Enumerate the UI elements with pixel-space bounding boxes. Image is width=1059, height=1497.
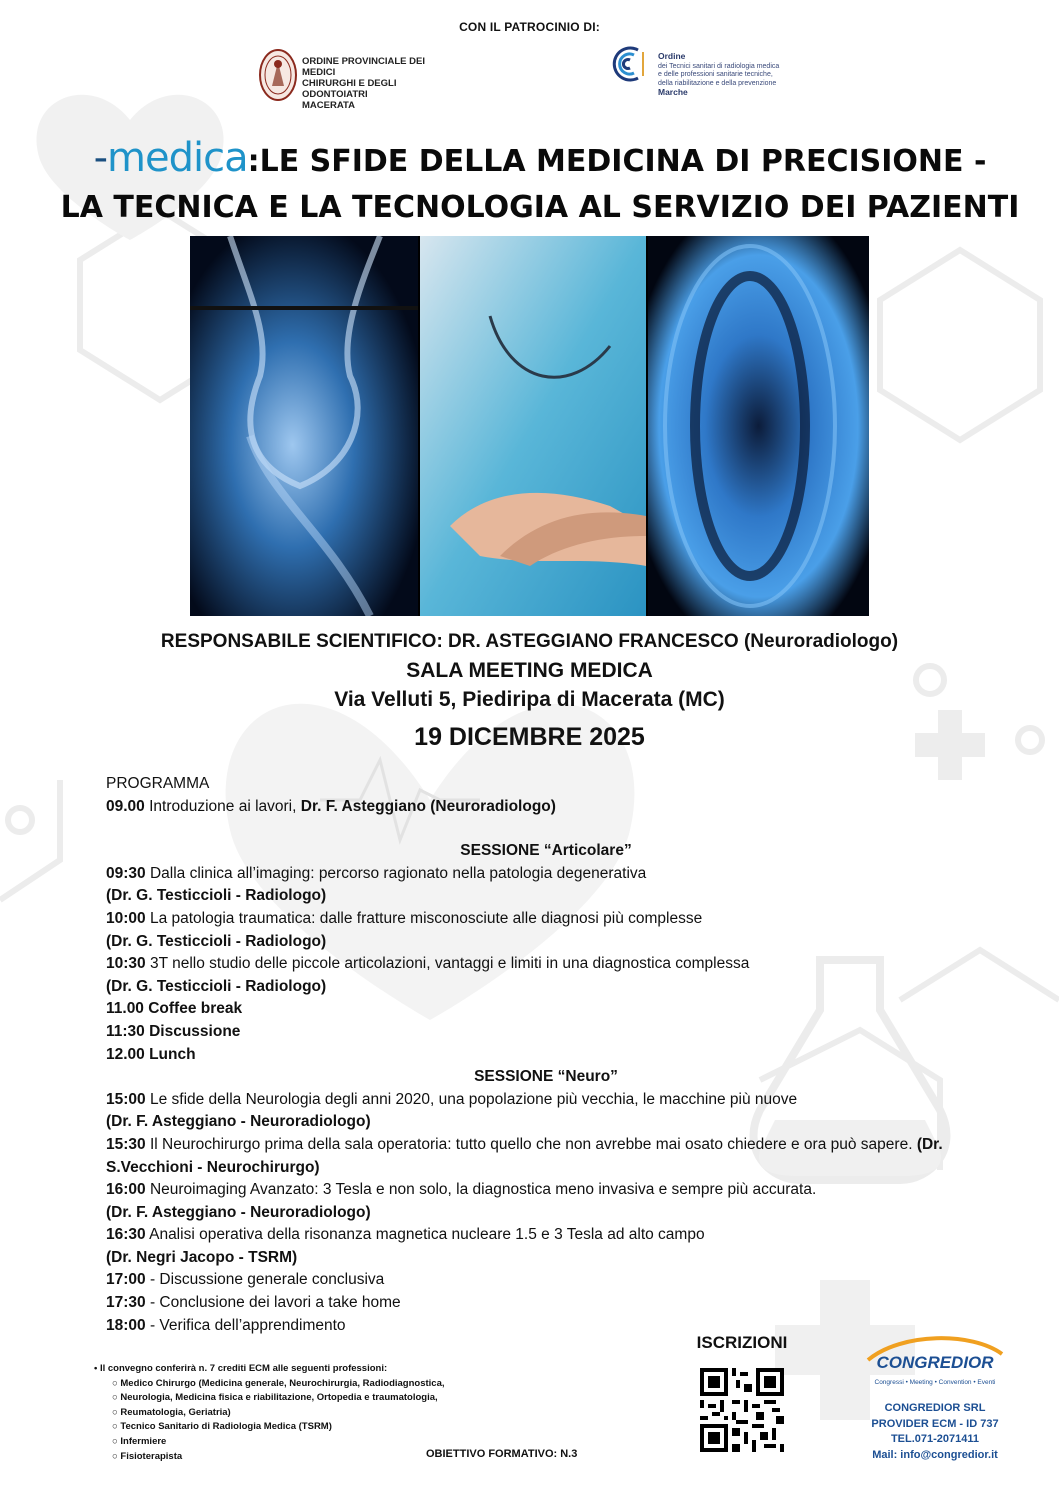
venue-name: SALA MEETING MEDICA [406,659,653,682]
ecm-profession: ○ Reumatologia, Geriatria) [94,1406,524,1421]
program-item: 10:00 La patologia traumatica: dalle fratture misconosciute alle diagnosi più complesse [106,909,703,927]
program-break: 11.00 Coffee break [106,1000,243,1018]
tsrm-logo-line-1: dei Tecnici sanitari di radiologia medica [658,62,780,70]
congredior-brand-text: CONGREDIOR [876,1353,994,1372]
program-speaker: (Dr. F. Asteggiano - Neuroradiologo) [106,1203,371,1221]
congredior-email[interactable]: Mail: info@congredior.it [872,1448,998,1461]
program-break: 11:30 Discussione [106,1022,241,1040]
ecm-profession: ○ Medico Chirurgo (Medicina generale, Neurochirurgia, Radiodiagnostica, [94,1377,524,1392]
training-objective: OBIETTIVO FORMATIVO: N.3 [426,1448,578,1460]
event-title [60,135,1020,228]
medici-seal-icon [258,48,298,102]
program-break: 12.00 Lunch [106,1045,196,1063]
tsrm-logo-title: Ordine [658,51,686,61]
event-date: 19 DICEMBRE 2025 [414,723,645,751]
program-speaker: (Dr. G. Testiccioli - Radiologo) [106,977,327,995]
program-item: 17:00 - Discussione generale conclusiva [106,1271,385,1289]
program-item: 10:30 3T nello studio delle piccole articolazioni, vantaggi e limiti in una diagnostica complessa [106,955,750,973]
program-item: 15:30 Il Neurochirurgo prima della sala operatoria: tutto quello che non avrebbe mai osato chiedere e ora può sapere. (Dr. S.Vecchioni - Neurochirurgo) [106,1135,943,1176]
ecm-profession: ○ Tecnico Sanitario di Radiologia Medica (TSRM) [94,1420,524,1435]
program-item: 18:00 - Verifica dell’apprendimento [106,1316,346,1334]
program-speaker: (Dr. F. Asteggiano - Neuroradiologo) [106,1113,371,1131]
program-item: 15:00 Le sfide della Neurologia degli anni 2020, una popolazione più vecchia, le macchine più nuove [106,1090,798,1108]
ordine-medici-logo [258,48,438,111]
title-line-2: LA TECNICA E LA TECNOLOGIA AL SERVIZIO DEI PAZIENTI [60,190,1020,225]
program-item: 09:30 Dalla clinica all’imaging: percorso ragionato nella patologia degenerativa [106,864,647,882]
congredior-block [862,1334,1008,1463]
tsrm-logo-region: Marche [658,87,688,97]
hero-collage-image [190,236,869,616]
tsrm-logo-line-3: della riabilitazione e della prevenzione [658,79,777,87]
medici-logo-line-2: CHIRURGHI E DEGLI ODONTOIATRI [302,78,397,100]
program-speaker: (Dr. G. Testiccioli - Radiologo) [106,932,327,950]
program-item: 09.00 Introduzione ai lavori, Dr. F. Asteggiano (Neuroradiologo) [106,797,556,815]
session-title-neuro: SESSIONE “Neuro” [474,1068,618,1086]
program-speaker: (Dr. G. Testiccioli - Radiologo) [106,887,327,905]
program-list [106,773,986,1337]
ecm-profession: ○ Neurologia, Medicina fisica e riabilitazione, Ortopedia e traumatologia, [94,1391,524,1406]
ecm-profession: ○ Infermiere [94,1435,524,1450]
event-info [0,627,1059,756]
medici-logo-line-1: ORDINE PROVINCIALE DEI MEDICI [302,56,425,78]
registration-label: ISCRIZIONI [696,1333,788,1352]
program-item: 16:30 Analisi operativa della risonanza magnetica nucleare 1.5 e 3 Tesla ad alto campo [106,1226,705,1244]
congredior-company: CONGREDIOR SRL [884,1402,986,1414]
medici-logo-line-3: MACERATA [302,100,355,111]
medica-brand-logo: -medica [93,135,248,181]
ecm-profession: ○ Fisioterapista [94,1450,524,1465]
scientific-lead: RESPONSABILE SCIENTIFICO: DR. ASTEGGIANO FRANCESCO (Neuroradiologo) [160,631,899,652]
title-line-1: :LE SFIDE DELLA MEDICINA DI PRECISIONE - [247,144,987,179]
tsrm-logo-line-2: e delle professioni sanitarie tecniche, [658,71,773,78]
program-speaker: (Dr. Negri Jacopo - TSRM) [106,1248,298,1266]
program-heading: PROGRAMMA [106,775,210,792]
ordine-tsrm-logo [610,44,780,102]
program-item: 17:30 - Conclusione dei lavori a take home [106,1294,401,1312]
tsrm-mark-icon [610,44,650,84]
patronage-label: CON IL PATROCINIO DI: [459,20,600,34]
registration-qr-code[interactable] [700,1368,784,1452]
congredior-phone[interactable]: TEL.071-2071411 [890,1433,980,1445]
venue-address: Via Velluti 5, Piediripa di Macerata (MC) [334,688,725,711]
session-title-articolare: SESSIONE “Articolare” [460,842,632,860]
congredior-tagline: Congressi • Meeting • Convention • Eventi [874,1379,996,1386]
ecm-main-text: • Il convegno conferirà n. 7 crediti ECM alle seguenti professioni: [94,1362,524,1377]
program-item: 16:00 Neuroimaging Avanzato: 3 Tesla e non solo, la diagnostica meno invasiva e sempre più accurata. [106,1181,817,1199]
congredior-logo [862,1334,1008,1394]
congredior-provider: PROVIDER ECM - ID 737 [871,1417,999,1430]
